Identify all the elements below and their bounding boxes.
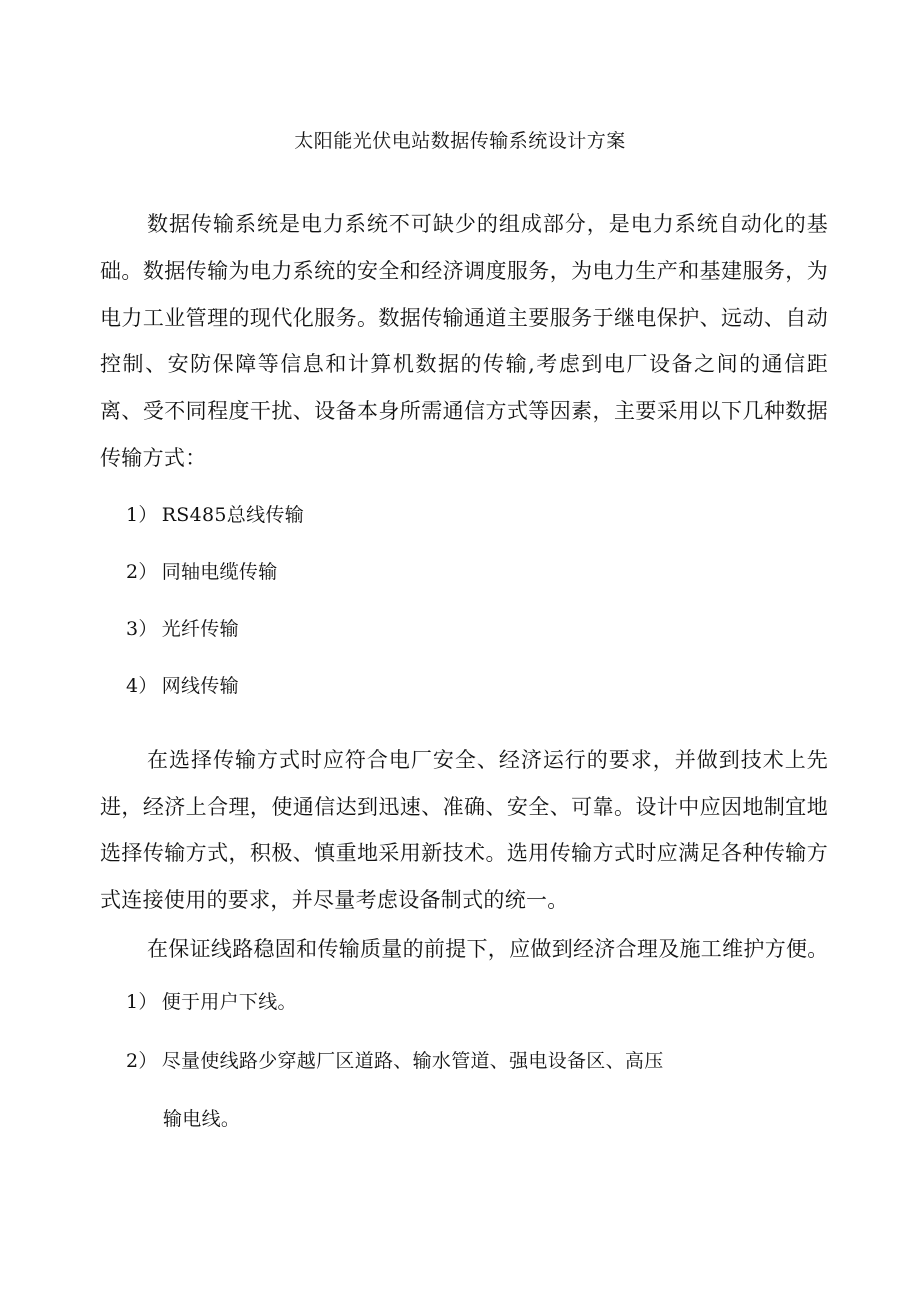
paragraph-routing: 在保证线路稳固和传输质量的前提下，应做到经济合理及施工维护方便。 xyxy=(147,937,829,961)
list-item-number: 1） xyxy=(126,991,158,1013)
list-item xyxy=(126,614,239,644)
list-item xyxy=(126,671,239,701)
list-item-number: 1） xyxy=(126,504,158,526)
paragraph-intro: 数据传输系统是电力系统不可缺少的组成部分，是电力系统自动化的基础。数据传输为电力系统的安全和经济调度服务，为电力生产和基建服务，为电力工业管理的现代化服务。数据传输通道主要服务于继电保护、远动、自动控制、安防保障等信息和计算机数据的传输,考虑到电厂设备之间的通信距离、受不同程度干扰、设备本身所需通信方式等因素，主要采用以下几种数据传输方式： xyxy=(100,212,828,470)
list-item xyxy=(126,1046,664,1076)
list-item-text: 同轴电缆传输 xyxy=(161,561,278,583)
list-item-continuation: 输电线。 xyxy=(163,1108,241,1130)
list-item xyxy=(126,557,278,587)
list-item-number: 2） xyxy=(126,1050,158,1072)
list-item xyxy=(126,500,304,530)
list-item-number: 4） xyxy=(126,675,158,697)
list-item-text: 光纤传输 xyxy=(161,618,239,640)
paragraph-selection: 在选择传输方式时应符合电厂安全、经济运行的要求，并做到技术上先进，经济上合理，使通信达到迅速、准确、安全、可靠。设计中应因地制宜地选择传输方式，积极、慎重地采用新技术。选用传输方式时应满足各种传输方式连接使用的要求，并尽量考虑设备制式的统一。 xyxy=(100,748,828,912)
document-title: 太阳能光伏电站数据传输系统设计方案 xyxy=(294,130,626,152)
list-item-text: 便于用户下线。 xyxy=(161,991,297,1013)
list-item-number: 3） xyxy=(126,618,158,640)
list-item-text: 网线传输 xyxy=(161,675,239,697)
list-item-number: 2） xyxy=(126,561,158,583)
list-item-text: 尽量使线路少穿越厂区道路、输水管道、强电设备区、高压 xyxy=(161,1050,664,1072)
list-item xyxy=(126,987,297,1017)
list-item-text: RS485总线传输 xyxy=(161,504,304,526)
